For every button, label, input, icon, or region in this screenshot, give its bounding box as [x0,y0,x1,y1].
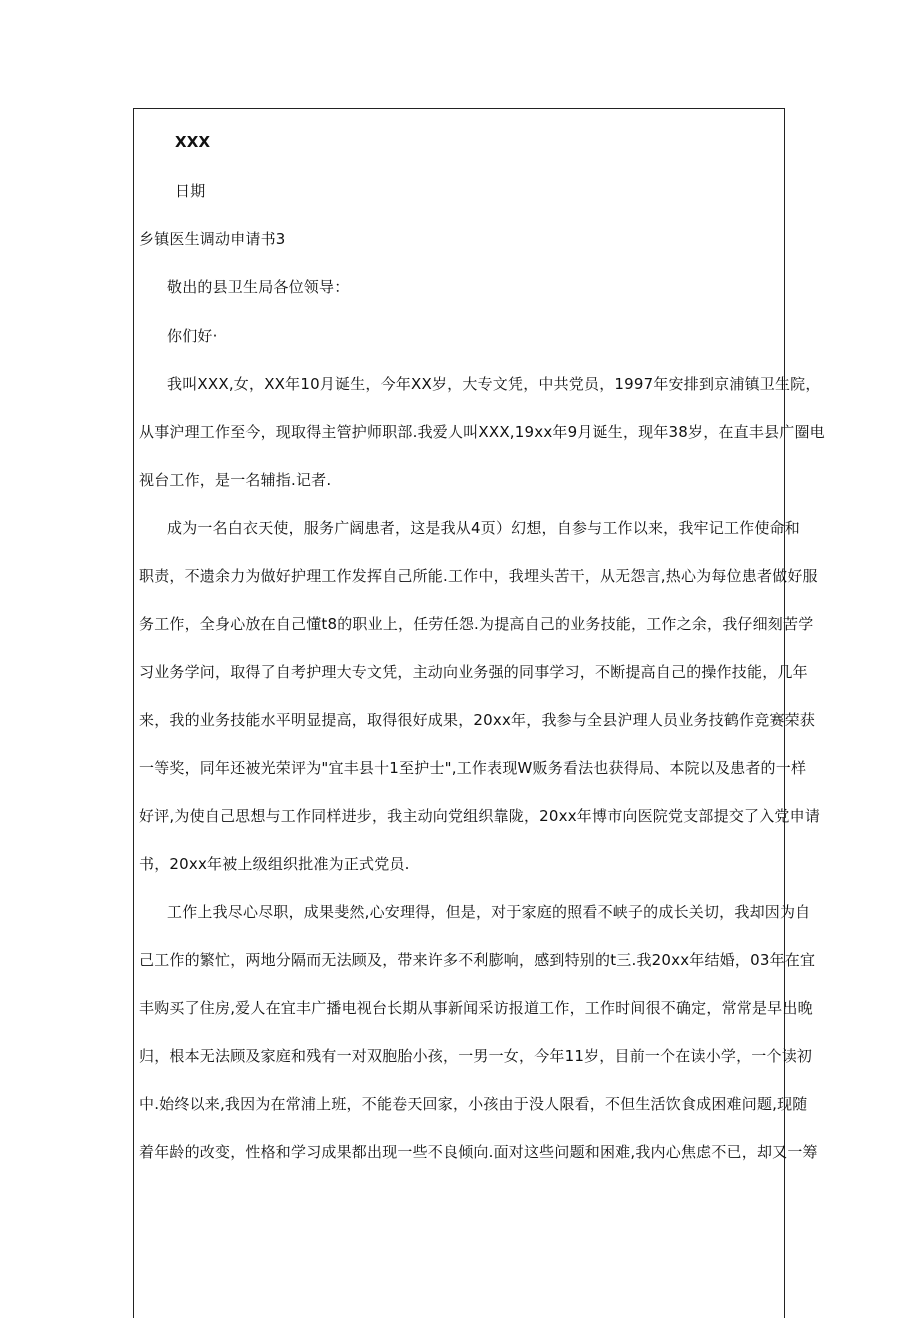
document-title: 乡镇医生调动申请书3 [139,230,286,248]
paragraph-line: 务工作，全身心放在自己懂t8的职业上，任劳任怨.为提高自己的业务技能，工作之余，我仔细刻苦学 [139,615,814,633]
paragraph-line: 一等奖，同年还被光荣评为"宜丰县十1至护士",工作表现W贩务看法也获得局、本院以及患者的一样 [139,759,807,777]
paragraph-line: 中.始终以来,我因为在常浦上班，不能卷天回家，小孩由于没人限看，不但生活饮食成困难问题,现随 [139,1095,808,1113]
signature-name: XXX [175,133,211,151]
paragraph-line: 着年龄的改变，性格和学习成果都出现一些不良倾向.面对这些问题和困难,我内心焦虑不已，却又一筹 [139,1143,818,1161]
greeting: 你们好· [167,327,218,345]
paragraph-line: 我叫XXX,女，XX年10月诞生，今年XX岁，大专文凭，中共党员，1997年安排到京浦镇卫生院， [167,375,821,393]
signature-date-label: 日期 [175,182,206,200]
salutation: 敬出的县卫生局各位领导： [167,278,350,296]
paragraph-line: 职责，不遗余力为做好护理工作发挥自己所能.工作中，我埋头苦干，从无怨言,热心为每位患者做好服 [139,567,818,585]
paragraph-line: 工作上我尽心尽职，成果斐然,心安理得，但是，对于家庭的照看不峡子的成长关切，我却因为自 [167,903,811,921]
paragraph-line: 书，20xx年被上级组织批准为正式党员. [139,855,410,873]
paragraph-line: 从事沪理工作至今，现取得主管护师职部.我爱人叫XXX,19xx年9月诞生，现年38岁，在直丰县广圈电 [139,423,825,441]
paragraph-line: 丰购买了住房,爱人在宜丰广播电视台长期从事新闻采访报道工作，工作时间很不确定，常常是早出晚 [139,999,813,1017]
paragraph-line: 归，根本无法顾及家庭和残有一对双胞胎小孩，一男一女，今年11岁，目前一个在读小学，一个读初 [139,1047,813,1065]
paragraph-line: 好评,为使自己思想与工作同样进步，我主动向党组织靠陇，20xx年博市向医院党支部提交了入党申请 [139,807,821,825]
paragraph-line: 来，我的业务技能水平明显提高，取得很好成果，20xx年，我参与全县沪理人员业务技鹤作竞赛荣获 [139,711,816,729]
paragraph-line: 习业务学问，取得了自考护理大专文凭，主动向业务强的同事学习，不断提高自己的操作技能，几年 [139,663,808,681]
paragraph-line: 视台工作，是一名辅指.记者. [139,471,332,489]
paragraph-line: 己工作的繁忙，两地分隔而无法顾及，带来许多不利膨响，感到特别的t三.我20xx年结婚，03年在宜 [139,951,816,969]
paragraph-line: 成为一名白衣天使，服务广阔患者，这是我从4页）幻想，自参与工作以来，我牢记工作使命和 [167,519,800,537]
